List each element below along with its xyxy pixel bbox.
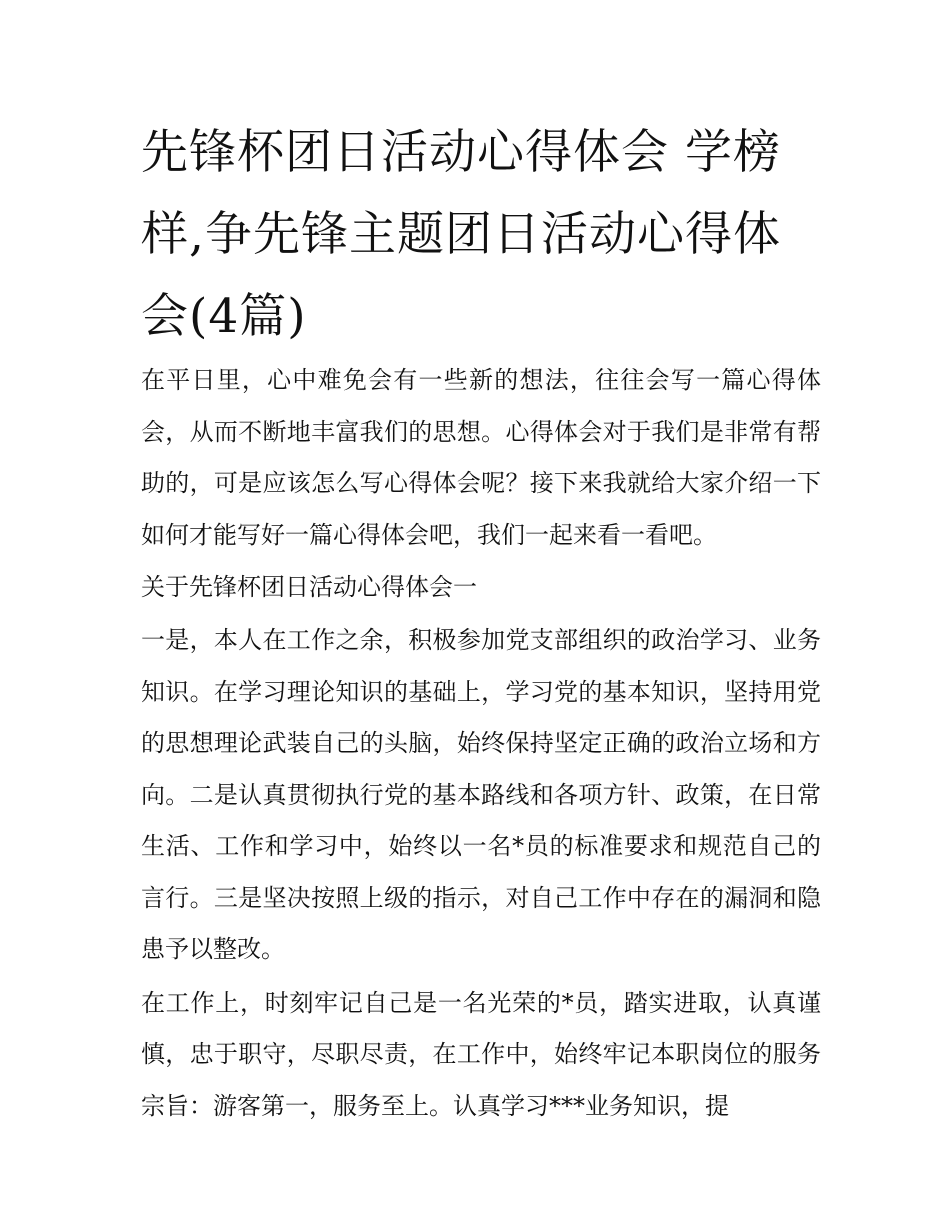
section-heading: 关于先锋杯团日活动心得体会一 (141, 573, 477, 601)
body-paragraph-2: 在工作上，时刻牢记自己是一名光荣的*员，踏实进取，认真谨慎，忠于职守，尽职尽责，在工作中，始终牢记本职岗位的服务宗旨：游客第一，服务至上。认真学习***业务知识，提 (141, 988, 821, 1120)
document-body (141, 355, 821, 1134)
document-title: 先锋杯团日活动心得体会 学榜样,争先锋主题团日活动心得体会(4篇) (141, 125, 781, 344)
intro-paragraph: 在平日里，心中难免会有一些新的想法，往往会写一篇心得体会，从而不断地丰富我们的思想。心得体会对于我们是非常有帮助的，可是应该怎么写心得体会呢？接下来我就给大家介绍一下如何才能写好一篇心得体会吧，我们一起来看一看吧。 (141, 366, 821, 549)
body-paragraph-1: 一是，本人在工作之余，积极参加党支部组织的政治学习、业务知识。在学习理论知识的基础上，学习党的基本知识，坚持用党的思想理论武装自己的头脑，始终保持坚定正确的政治立场和方向。二是认真贯彻执行党的基本路线和各项方针、政策，在日常生活、工作和学习中，始终以一名*员的标准要求和规范自己的言行。三是坚决按照上级的指示，对自己工作中存在的漏洞和隐患予以整改。 (141, 626, 821, 963)
